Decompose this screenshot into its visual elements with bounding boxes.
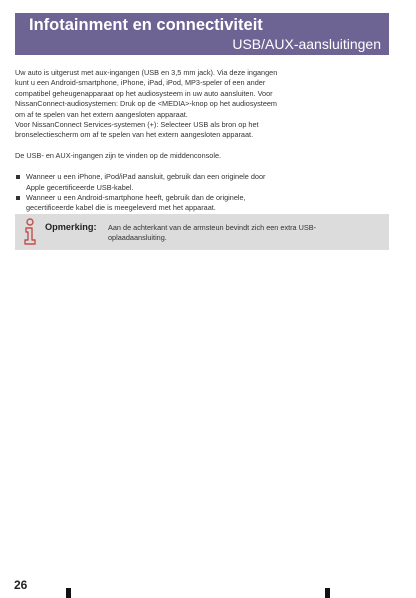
intro-line-5: om af te spelen van het extern aangesloten apparaat. — [15, 109, 188, 119]
intro-line-3: compatibel geheugenapparaat op het audiosysteem in uw auto aansluiten. Voor — [15, 88, 273, 98]
crop-mark-right — [325, 588, 330, 598]
note-label: Opmerking: — [45, 222, 97, 232]
intro-line-6: Voor NissanConnect Services-systemen (+): Selecteer USB als bron op het — [15, 120, 259, 130]
list-item: Wanneer u een iPhone, iPod/iPad aansluit, gebruik dan een originele door Apple gecertificeerde USB-kabel. — [15, 172, 387, 193]
intro-line-1: Uw auto is uitgerust met aux-ingangen (USB en 3,5 mm jack). Via deze ingangen — [15, 68, 278, 77]
page-number: 26 — [14, 578, 28, 592]
location-paragraph: De USB- en AUX-ingangen zijn te vinden op de middenconsole. — [15, 151, 222, 161]
note-box — [15, 214, 389, 250]
section-header — [15, 13, 389, 55]
intro-line-2: kunt u een Android-smartphone, iPhone, iPad, iPod, MP3-speler of een ander — [15, 78, 266, 88]
bullet-list — [15, 172, 387, 214]
note-text: Aan de achterkant van de armsteun bevindt zich een extra USB- oplaadaansluiting. — [108, 223, 317, 243]
intro-line-4: NissanConnect-audiosystemen: Druk op de <MEDIA>-knop op het audiosysteem — [15, 99, 278, 109]
bullet-square-icon — [16, 196, 20, 200]
section-title: Infotainment en connectiviteit — [29, 16, 263, 34]
section-subtitle: USB/AUX-aansluitingen — [232, 36, 381, 52]
info-icon — [22, 218, 38, 246]
crop-mark-left — [66, 588, 71, 598]
list-item: Wanneer u een Android-smartphone heeft, gebruik dan de originele, gecertificeerde kabel die is meegeleverd met het apparaat. — [15, 193, 387, 214]
intro-line-7: bronselectiescherm om af te spelen van het extern aangesloten apparaat. — [15, 130, 254, 140]
body-content — [15, 68, 387, 214]
bullet-square-icon — [16, 175, 20, 179]
